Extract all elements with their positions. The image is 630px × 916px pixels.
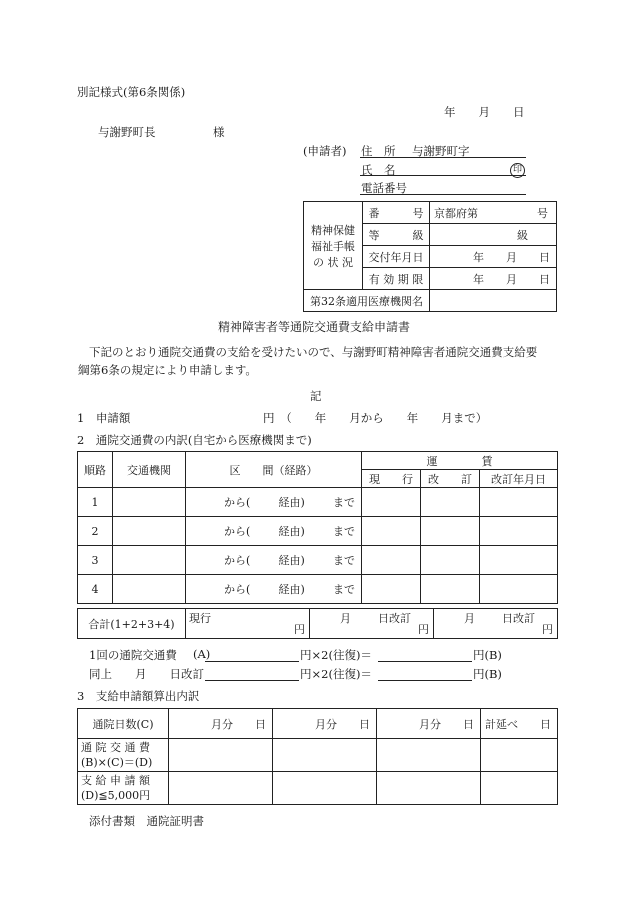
fare-line1-blank1 <box>205 661 299 662</box>
fare-line2-label: 同上 月 日改訂 <box>89 667 204 681</box>
revised-cell <box>421 517 480 546</box>
row-number: 2 <box>78 517 113 546</box>
route-header: 区 間（経路） <box>186 452 362 488</box>
page-title: 精神障害者等通院交通費支給申請書 <box>218 320 411 334</box>
days-total: 計延べ 日 <box>481 709 558 739</box>
address-value: 与謝野町字 <box>412 144 470 158</box>
table-row <box>78 488 558 517</box>
handbook-table <box>303 201 557 312</box>
apply-amount-cell <box>273 772 377 805</box>
section2-label: 2 通院交通費の内訳(自宅から医療機関まで) <box>77 433 312 447</box>
revised-date-cell <box>480 575 558 604</box>
current-cell <box>362 488 421 517</box>
intro-line-2: 綱第6条の規定により申請します。 <box>78 363 257 377</box>
expiry-value: 年 月 日 <box>430 268 557 290</box>
issue-value: 年 月 日 <box>430 246 557 268</box>
apply-amount-cell <box>377 772 481 805</box>
form-note: 別記様式(第6条関係) <box>77 85 186 99</box>
transport-header: 交通機関 <box>113 452 186 488</box>
days-month-2: 月分 日 <box>273 709 377 739</box>
art32-value <box>430 290 557 312</box>
total-table <box>77 608 558 639</box>
table-row <box>78 517 558 546</box>
transport-cell <box>113 517 186 546</box>
days-label: 通院日数(C) <box>78 709 169 739</box>
transport-cost-label: 通 院 交 通 費 (B)×(C)＝(D) <box>78 739 169 772</box>
order-header: 順路 <box>78 452 113 488</box>
transport-cost-cell <box>273 739 377 772</box>
transport-cost-cell <box>377 739 481 772</box>
fare-table <box>77 451 558 604</box>
total-label: 合計(1+2+3+4) <box>78 609 186 639</box>
row-number: 1 <box>78 488 113 517</box>
date-line: 年 月 日 <box>444 105 525 119</box>
transport-cell <box>113 575 186 604</box>
revised-date-header: 改訂年月日 <box>480 470 558 488</box>
total-revised2-cell: 月 日改訂 円 <box>434 609 558 639</box>
attachments: 添付書類 通院証明書 <box>89 814 204 828</box>
number-value: 京都府第 号 <box>430 202 557 224</box>
expiry-label: 有 効 期 限 <box>363 268 430 290</box>
issue-label: 交付年月日 <box>363 246 430 268</box>
days-month-3: 月分 日 <box>377 709 481 739</box>
fare-line2-blank2 <box>378 680 472 681</box>
grade-value: 級 <box>430 224 557 246</box>
apply-amount-label: 支 給 申 請 額 (D)≦5,000円 <box>78 772 169 805</box>
fare-line1-blank2 <box>378 661 472 662</box>
current-header: 現 行 <box>362 470 421 488</box>
total-current-cell: 現行 円 <box>186 609 310 639</box>
apply-amount-cell <box>169 772 273 805</box>
art32-label: 第32条適用医療機関名 <box>304 290 430 312</box>
transport-cost-cell <box>169 739 273 772</box>
revised-cell <box>421 575 480 604</box>
address-underline <box>360 157 526 158</box>
fare-line2-mid: 円×2(往復)＝ <box>300 667 372 681</box>
route-cell: から( 経由) まで <box>186 517 362 546</box>
revised-cell <box>421 488 480 517</box>
fare-line1-label: 1回の通院交通費 <box>89 648 177 662</box>
handbook-side-label: 精神保健 福祉手帳 の 状 況 <box>304 202 363 290</box>
revised-header: 改 訂 <box>421 470 480 488</box>
grade-label: 等 級 <box>363 224 430 246</box>
route-cell: から( 経由) まで <box>186 488 362 517</box>
route-cell: から( 経由) まで <box>186 575 362 604</box>
row-number: 3 <box>78 546 113 575</box>
table-row <box>78 575 558 604</box>
revised-date-cell <box>480 546 558 575</box>
seal-mark: 印 <box>510 161 525 178</box>
current-cell <box>362 546 421 575</box>
transport-cell <box>113 546 186 575</box>
fare-header: 運 賃 <box>362 452 558 470</box>
transport-cell <box>113 488 186 517</box>
number-label: 番 号 <box>363 202 430 224</box>
revised-date-cell <box>480 517 558 546</box>
total-revised-cell: 月 日改訂 円 <box>310 609 434 639</box>
addressee: 与謝野町長 様 <box>98 125 225 139</box>
fare-line2-blank1 <box>205 680 299 681</box>
phone-label: 電話番号 <box>361 181 407 195</box>
table-row <box>78 546 558 575</box>
section1-label: 1 申請額 <box>77 411 131 425</box>
revised-cell <box>421 546 480 575</box>
fare-line1-a: (A) <box>193 647 211 661</box>
current-cell <box>362 575 421 604</box>
fare-line1-end: 円(B) <box>473 648 502 662</box>
revised-date-cell <box>480 488 558 517</box>
row-number: 4 <box>78 575 113 604</box>
applicant-label: (申請者) <box>303 144 347 158</box>
fare-line1-mid: 円×2(往復)＝ <box>300 648 372 662</box>
section3-label: 3 支給申請額算出内訳 <box>77 689 200 703</box>
current-cell <box>362 517 421 546</box>
section1-amount-line: 円 （ 年 月から 年 月まで） <box>263 411 488 425</box>
apply-amount-cell <box>481 772 558 805</box>
days-month-1: 月分 日 <box>169 709 273 739</box>
ki-label: 記 <box>310 389 322 403</box>
name-label: 氏 名 <box>361 163 396 177</box>
transport-cost-cell <box>481 739 558 772</box>
phone-underline <box>360 194 526 195</box>
name-underline <box>360 175 526 176</box>
route-cell: から( 経由) まで <box>186 546 362 575</box>
intro-line-1: 下記のとおり通院交通費の支給を受けたいので、与謝野町精神障害者通院交通費支給要 <box>89 345 538 359</box>
address-label: 住 所 <box>361 144 396 158</box>
fare-line2-end: 円(B) <box>473 667 502 681</box>
calc-table <box>77 708 558 805</box>
